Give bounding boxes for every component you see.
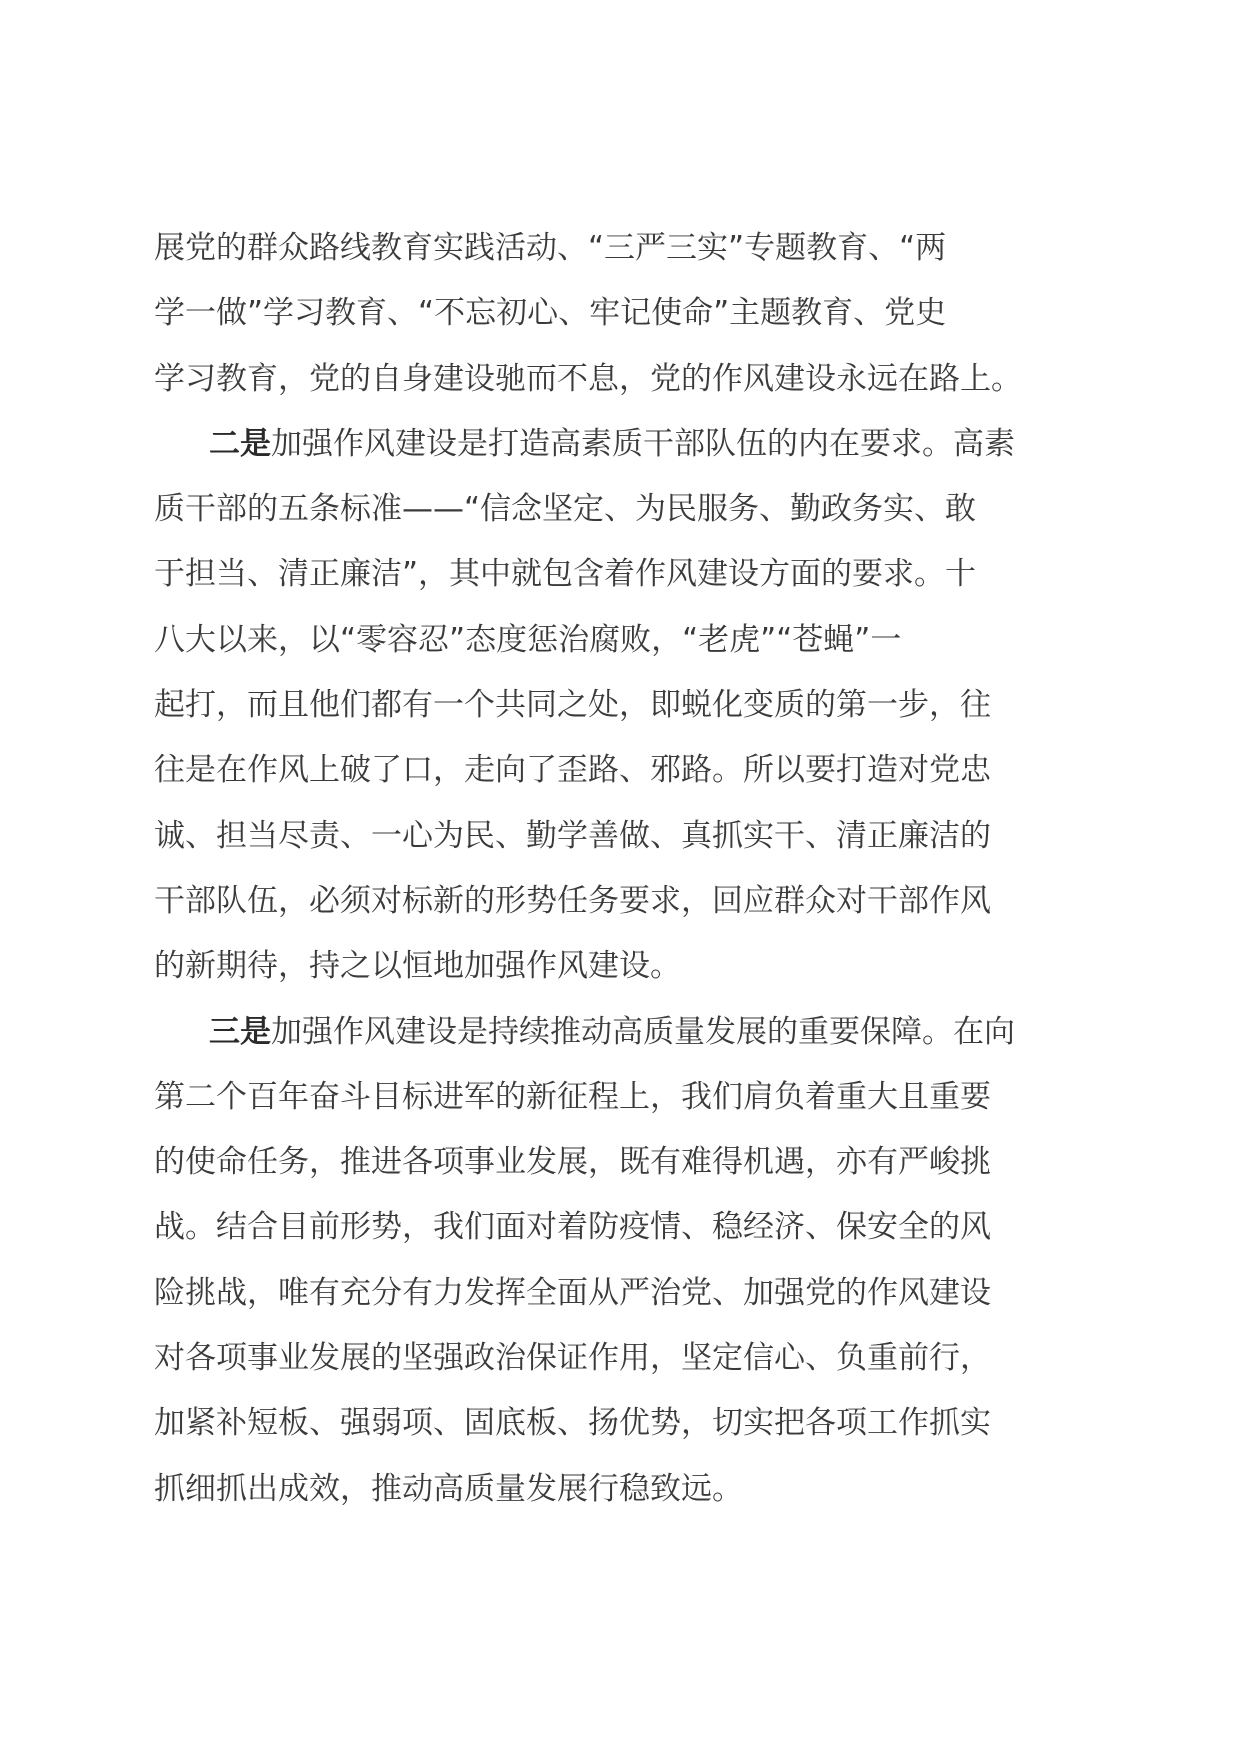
paragraph-line-text: 加强作风建设是打造高素质干部队伍的内在要求。高素 <box>271 425 1015 462</box>
paragraph-2 <box>154 412 1086 1000</box>
paragraph-line: 战。结合目前形势，我们面对着防疫情、稳经济、保安全的风 <box>154 1209 991 1246</box>
paragraph-line: 质干部的五条标准——“信念坚定、为民服务、勤政务实、敢 <box>154 491 977 528</box>
paragraph-first-line <box>154 412 1086 477</box>
paragraph-line: 加紧补短板、强弱项、固底板、扬优势，切实把各项工作抓实 <box>154 1405 991 1442</box>
paragraph-line: 学习教育，党的自身建设驰而不息，党的作风建设永远在路上。 <box>154 360 1022 397</box>
paragraph-line: 起打，而且他们都有一个共同之处，即蜕化变质的第一步，往 <box>154 687 991 724</box>
paragraph-lead: 三是 <box>209 1013 271 1050</box>
paragraph-line: 于担当、清正廉洁”，其中就包含着作风建设方面的要求。十 <box>154 556 977 593</box>
paragraph-line: 八大以来，以“零容忍”态度惩治腐败，“老虎”“苍蝇”一 <box>154 621 902 658</box>
paragraph-line: 第二个百年奋斗目标进军的新征程上，我们肩负着重大且重要 <box>154 1078 991 1115</box>
paragraph-line: 诚、担当尽责、一心为民、勤学善做、真抓实干、清正廉洁的 <box>154 817 991 854</box>
document-body <box>154 216 1086 1522</box>
paragraph-line: 对各项事业发展的坚强政治保证作用，坚定信心、负重前行， <box>154 1340 991 1377</box>
paragraph-line: 险挑战，唯有充分有力发挥全面从严治党、加强党的作风建设 <box>154 1274 991 1311</box>
paragraph-first-line <box>154 1000 1086 1065</box>
paragraph-1 <box>154 216 1086 412</box>
paragraph-line-text: 加强作风建设是持续推动高质量发展的重要保障。在向 <box>271 1013 1015 1050</box>
paragraph-line: 的新期待，持之以恒地加强作风建设。 <box>154 948 681 985</box>
paragraph-line: 往是在作风上破了口，走向了歪路、邪路。所以要打造对党忠 <box>154 752 991 789</box>
paragraph-lead: 二是 <box>209 425 271 462</box>
paragraph-line: 展党的群众路线教育实践活动、“三严三实”专题教育、“两 <box>154 230 947 266</box>
paragraph-3 <box>154 1000 1086 1522</box>
paragraph-line: 干部队伍，必须对标新的形势任务要求，回应群众对干部作风 <box>154 882 991 919</box>
paragraph-line: 学一做”学习教育、“不忘初心、牢记使命”主题教育、党史 <box>154 295 947 332</box>
paragraph-line: 的使命任务，推进各项事业发展，既有难得机遇，亦有严峻挑 <box>154 1144 991 1181</box>
paragraph-line: 抓细抓出成效，推动高质量发展行稳致远。 <box>154 1470 743 1507</box>
